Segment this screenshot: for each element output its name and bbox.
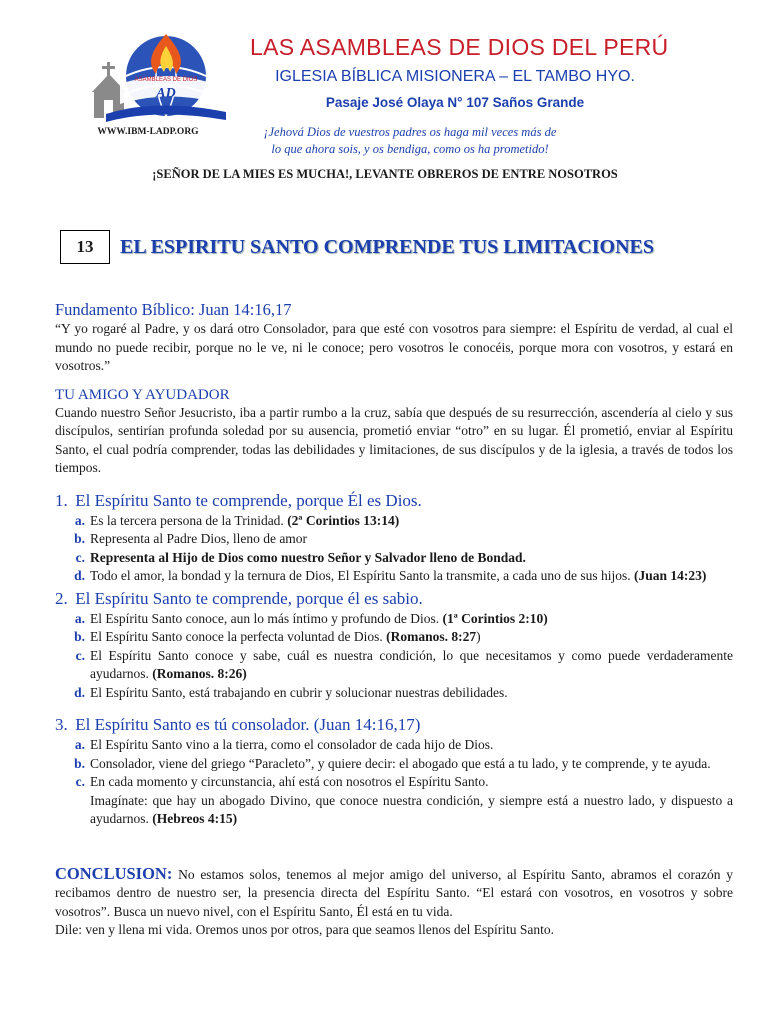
- organization-title: LAS ASAMBLEAS DE DIOS DEL PERÚ: [250, 34, 669, 60]
- lesson-body: [55, 300, 733, 940]
- list-marker: c.: [75, 774, 85, 789]
- header-verse-line1: ¡Jehová Dios de vuestros padres os haga mil veces más de: [263, 125, 557, 139]
- list-marker: b.: [74, 755, 85, 771]
- conclusion-line2: Dile: ven y llena mi vida. Oremos unos por otros, para que seamos llenos del Espíritu Santo.: [55, 922, 555, 937]
- list-item-text: Todo el amor, la bondad y la ternura de Dios, El Espíritu Santo la transmite, a cada uno de sus hijos.: [90, 568, 631, 583]
- list-item-text: Es la tercera persona de la Trinidad.: [90, 512, 284, 528]
- list-item: [55, 530, 733, 549]
- list-item-text: El Espíritu Santo conoce, aun lo más íntimo y profundo de Dios.: [90, 610, 440, 626]
- list-item: [55, 684, 733, 703]
- list-item-text: Consolador, viene del griego “Paracleto”, y quiere decir: el abogado que está a tu lado, y te comprende, y te ayuda.: [90, 755, 711, 771]
- list-item: [55, 549, 733, 568]
- header-verse: [250, 124, 570, 158]
- amigo-title: TU AMIGO Y AYUDADOR: [55, 386, 230, 403]
- list-item: [55, 755, 733, 774]
- point-title: El Espíritu Santo te comprende, porque él es sabio: [75, 588, 419, 608]
- list-item-text: El Espíritu Santo conoce y sabe, cuál es nuestra condición, lo que necesitamos y como puede verdaderamente ayudarnos.: [90, 647, 733, 681]
- list-item-ref: (2ª Corintios 13:14): [287, 512, 400, 528]
- list-item-ref: (1ª Corintios 2:10): [442, 610, 548, 626]
- list-marker: a.: [74, 737, 85, 752]
- point-2-list: [55, 610, 733, 703]
- point-3-list: [55, 736, 733, 829]
- list-item-text: El Espíritu Santo vino a la tierra, como el consolador de cada hijo de Dios.: [90, 737, 494, 752]
- amigo-text: Cuando nuestro Señor Jesucristo, iba a partir rumbo a la cruz, sabía que después de su resurrección, ascendería al cielo y sus discípulos, sentirían profunda soledad por su ausencia, prometió enviar “otro” en su lugar. Él prometió, enviar al Espíritu Santo, el cual podría comprender, todas las debilidades y limitaciones, de sus discípulos y de la iglesia, a través de todos los tiempos.: [55, 404, 733, 475]
- point-number: 3.: [55, 715, 68, 734]
- list-item-text: Representa al Padre Dios, lleno de amor: [90, 531, 308, 546]
- point-1-list: [55, 512, 733, 586]
- list-item-ref: Representa al Hijo de Dios como nuestro Señor y Salvador lleno de Bondad.: [90, 549, 526, 565]
- list-item-ref: (Romanos. 8:26): [152, 666, 247, 681]
- list-item: [55, 647, 733, 684]
- list-item: [55, 512, 733, 531]
- point-suffix: .: [418, 588, 423, 608]
- logo-url: WWW.IBM-LADP.ORG: [97, 127, 199, 137]
- list-item-text: El Espíritu Santo, está trabajando en cubrir y solucionar nuestras debilidades.: [90, 684, 508, 700]
- point-1-heading: [55, 490, 733, 512]
- conclusion-text: No estamos solos, tenemos al mejor amigo del universo, al Espíritu Santo, abramos el corazón y recibamos dentro de nuestro ser, la presencia directa del Espíritu Santo. “El estará con vosotros, en vosotros y sobre vosotros”. Busca un nuevo nivel, con el Espíritu Santo, Él está en tu vida.: [55, 866, 734, 919]
- point-suffix: .: [417, 490, 422, 510]
- point-title: El Espíritu Santo te comprende, porque Él es Dios: [75, 490, 418, 510]
- lesson-title: EL ESPIRITU SANTO COMPRENDE TUS LIMITACIONES: [120, 236, 655, 258]
- list-item-ref: (Hebreos 4:15): [152, 811, 238, 826]
- list-marker: d.: [74, 568, 85, 583]
- list-item: [55, 610, 733, 629]
- church-address: Pasaje José Olaya N° 107 Saños Grande: [325, 95, 585, 110]
- list-item: [55, 736, 733, 755]
- church-name: IGLESIA BÍBLICA MISIONERA – EL TAMBO HYO.: [275, 68, 635, 85]
- logo-caption: ASAMBLEAS DE DIOS: [134, 77, 198, 83]
- fundamento-title: Fundamento Bíblico: Juan 14:16,17: [55, 300, 292, 319]
- point-number: 2.: [55, 588, 68, 608]
- point-2-heading: [55, 588, 733, 610]
- church-logo: [86, 28, 236, 138]
- list-item-ref: (Juan 14:23): [634, 568, 707, 583]
- list-item-extra-text: Imagínate: que hay un abogado Divino, que conoce nuestra condición, y siempre está a nuestro lado, y dispuesto a ayudarnos.: [90, 792, 733, 826]
- point-3-heading: [55, 714, 733, 736]
- list-item-tail: ): [476, 629, 481, 644]
- list-item: [55, 567, 733, 586]
- list-item-text: En cada momento y circunstancia, ahí está con nosotros el Espíritu Santo.: [90, 774, 489, 789]
- list-item-text: El Espíritu Santo conoce la perfecta voluntad de Dios.: [90, 629, 383, 644]
- list-item: [55, 773, 733, 829]
- list-marker: a.: [74, 512, 85, 528]
- point-title: El Espíritu Santo es tú consolador: [75, 715, 306, 734]
- list-marker: a.: [74, 610, 85, 626]
- header-verse-line2: lo que ahora sois, y os bendiga, como os ha prometido!: [271, 142, 549, 156]
- logo-mark: AD: [156, 86, 176, 101]
- conclusion-label: CONCLUSION:: [55, 863, 173, 883]
- prayer-banner: ¡SEÑOR DE LA MIES ES MUCHA!, LEVANTE OBREROS DE ENTRE NOSOTROS: [152, 167, 618, 181]
- fundamento-text: “Y yo rogaré al Padre, y os dará otro Consolador, para que esté con vosotros para siempre: el Espíritu de verdad, al cual el mundo no puede recibir, porque no le ve, ni le conoce; pero vosotros le conocéis, porque mora con vosotros, y estará en vosotros.”: [55, 321, 733, 373]
- list-item-ref: (Romanos. 8:27: [386, 629, 477, 644]
- lesson-number: 13: [60, 230, 110, 264]
- list-marker: c.: [75, 647, 85, 663]
- list-marker: d.: [74, 684, 85, 700]
- conclusion-paragraph: [55, 865, 733, 922]
- list-marker: b.: [74, 629, 85, 644]
- list-item: [55, 628, 733, 647]
- point-number: 1.: [55, 490, 68, 510]
- list-marker: b.: [74, 531, 85, 546]
- point-suffix: . (Juan 14:16,17): [305, 715, 421, 734]
- list-marker: c.: [75, 549, 85, 565]
